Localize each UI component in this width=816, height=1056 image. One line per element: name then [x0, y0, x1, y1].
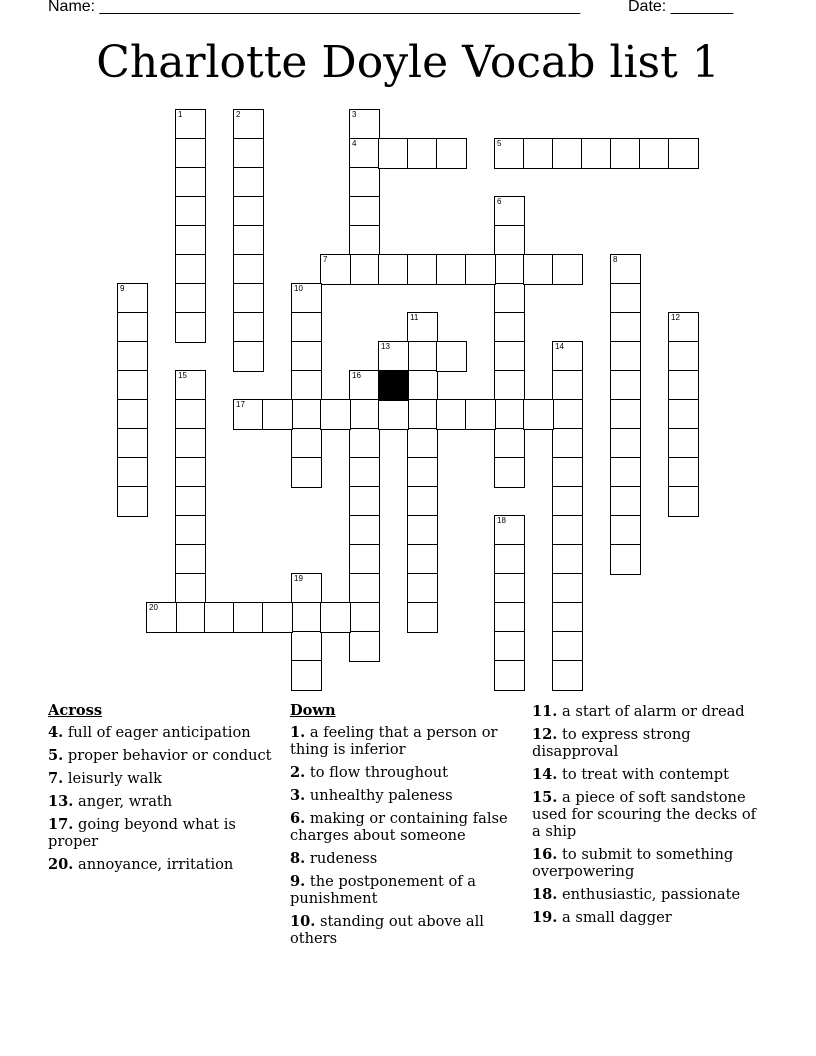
grid-cell[interactable]	[320, 602, 351, 633]
grid-cell[interactable]	[349, 225, 380, 256]
grid-cell[interactable]	[407, 138, 438, 169]
grid-cell[interactable]	[668, 399, 699, 430]
grid-cell[interactable]	[349, 167, 380, 198]
clue	[290, 787, 522, 804]
grid-cell[interactable]	[349, 370, 380, 401]
clue-number: 15	[178, 371, 187, 380]
grid-cell[interactable]	[204, 602, 235, 633]
clue-number: 16.	[532, 846, 558, 863]
down-heading: Down	[290, 702, 336, 719]
clue-number: 1.	[290, 724, 306, 741]
clue-number: 10	[294, 284, 303, 293]
clue-text: enthusiastic, passionate	[562, 886, 741, 903]
grid-cell[interactable]	[668, 370, 699, 401]
clue-number: 14.	[532, 766, 558, 783]
grid-cell[interactable]	[407, 602, 438, 633]
grid-cell[interactable]	[407, 428, 438, 459]
grid-cell[interactable]	[407, 254, 438, 285]
grid-cell[interactable]	[291, 283, 322, 314]
across-heading: Across	[48, 702, 103, 719]
clue	[532, 726, 767, 760]
clue-text: a piece of soft sandstone used for scouring the decks of a ship	[532, 789, 757, 840]
clue	[290, 810, 522, 844]
clue-number: 9	[120, 284, 125, 293]
grid-cell[interactable]	[494, 602, 525, 633]
grid-cell[interactable]	[407, 399, 438, 430]
clue-text: standing out above all others	[290, 913, 484, 947]
grid-cell[interactable]	[407, 486, 438, 517]
clue	[290, 913, 522, 947]
clue-text: to submit to something overpowering	[532, 846, 734, 880]
clue-number: 9.	[290, 873, 306, 890]
grid-cell[interactable]	[494, 515, 525, 546]
clue-text: proper behavior or conduct	[67, 747, 272, 764]
clue-number: 12.	[532, 726, 558, 743]
grid-cell[interactable]	[407, 457, 438, 488]
grid-cell[interactable]	[349, 254, 380, 285]
grid-cell[interactable]	[494, 457, 525, 488]
grid-cell[interactable]	[668, 457, 699, 488]
grid-cell[interactable]	[523, 138, 554, 169]
grid-cell[interactable]	[378, 341, 409, 372]
grid-cell[interactable]	[291, 573, 322, 604]
grid-cell[interactable]	[233, 167, 264, 198]
grid-cell[interactable]	[552, 515, 583, 546]
clue-number: 18	[497, 516, 506, 525]
grid-cell[interactable]	[349, 573, 380, 604]
grid-cell[interactable]	[349, 515, 380, 546]
grid-cell[interactable]	[175, 399, 206, 430]
grid-cell[interactable]	[436, 138, 467, 169]
name-field-label: Name: ______________________________________________________	[48, 0, 581, 15]
clue-number: 8.	[290, 850, 306, 867]
grid-cell[interactable]	[320, 399, 351, 430]
grid-cell[interactable]	[262, 399, 293, 430]
grid-cell[interactable]	[552, 341, 583, 372]
clue	[48, 793, 273, 810]
grid-cell[interactable]	[494, 573, 525, 604]
grid-cell[interactable]	[291, 312, 322, 343]
clue-number: 5	[497, 139, 502, 148]
grid-cell[interactable]	[494, 631, 525, 662]
clue	[48, 856, 273, 873]
clue-number: 17	[236, 400, 245, 409]
grid-cell[interactable]	[436, 399, 467, 430]
clue	[48, 747, 273, 764]
grid-cell[interactable]	[610, 457, 641, 488]
grid-cell[interactable]	[494, 138, 525, 169]
grid-cell[interactable]	[494, 370, 525, 401]
grid-cell[interactable]	[233, 399, 264, 430]
grid-cell[interactable]	[233, 602, 264, 633]
grid-cell[interactable]	[552, 544, 583, 575]
grid-cell[interactable]	[407, 312, 438, 343]
clue-number: 19	[294, 574, 303, 583]
clue-text: a small dagger	[562, 909, 672, 926]
clue-text: to express strong disapproval	[532, 726, 691, 760]
clue-number: 13	[381, 342, 390, 351]
grid-cell[interactable]	[175, 428, 206, 459]
grid-cell[interactable]	[378, 399, 409, 430]
clue-number: 11	[410, 313, 419, 322]
clue-number: 6	[497, 197, 502, 206]
clue	[532, 886, 767, 903]
down-clue-list	[290, 724, 522, 947]
grid-cell[interactable]	[494, 399, 525, 430]
grid-cell[interactable]	[233, 138, 264, 169]
grid-cell[interactable]	[117, 457, 148, 488]
clue-number: 14	[555, 342, 564, 351]
grid-cell[interactable]	[378, 254, 409, 285]
grid-cell[interactable]	[610, 312, 641, 343]
clue	[532, 846, 767, 880]
grid-cell[interactable]	[465, 399, 496, 430]
grid-cell[interactable]	[494, 312, 525, 343]
clue-text: the postponement of a punishment	[290, 873, 476, 907]
clue-number: 7.	[48, 770, 64, 787]
clue-text: anger, wrath	[78, 793, 173, 810]
grid-cell[interactable]	[610, 544, 641, 575]
grid-cell[interactable]	[175, 167, 206, 198]
blocked-cell	[378, 370, 409, 401]
grid-cell[interactable]	[233, 312, 264, 343]
clue-text: making or containing false charges about someone	[290, 810, 508, 844]
grid-cell[interactable]	[117, 341, 148, 372]
grid-cell[interactable]	[610, 399, 641, 430]
clue-number: 19.	[532, 909, 558, 926]
clue	[290, 724, 522, 758]
clue-text: full of eager anticipation	[67, 724, 251, 741]
grid-cell[interactable]	[233, 109, 264, 140]
date-field-label: Date: _______	[628, 0, 733, 15]
grid-cell[interactable]	[117, 283, 148, 314]
grid-cell[interactable]	[407, 573, 438, 604]
grid-cell[interactable]	[494, 254, 525, 285]
grid-cell[interactable]	[668, 341, 699, 372]
clue-number: 1	[178, 110, 183, 119]
grid-cell[interactable]	[291, 428, 322, 459]
grid-cell[interactable]	[407, 544, 438, 575]
grid-cell[interactable]	[494, 196, 525, 227]
grid-cell[interactable]	[349, 544, 380, 575]
grid-cell[interactable]	[349, 602, 380, 633]
across-clue-list	[48, 724, 273, 873]
clue-text: going beyond what is proper	[48, 816, 236, 850]
grid-cell[interactable]	[436, 254, 467, 285]
grid-cell[interactable]	[610, 515, 641, 546]
grid-cell[interactable]	[552, 631, 583, 662]
grid-cell[interactable]	[291, 602, 322, 633]
clue-text: to treat with contempt	[562, 766, 729, 783]
grid-cell[interactable]	[233, 254, 264, 285]
clue-number: 4	[352, 139, 357, 148]
grid-cell[interactable]	[349, 109, 380, 140]
grid-cell[interactable]	[233, 283, 264, 314]
grid-cell[interactable]	[349, 486, 380, 517]
grid-cell[interactable]	[610, 370, 641, 401]
grid-cell[interactable]	[610, 341, 641, 372]
grid-cell[interactable]	[552, 138, 583, 169]
grid-cell[interactable]	[610, 486, 641, 517]
grid-cell[interactable]	[175, 312, 206, 343]
grid-cell[interactable]	[349, 428, 380, 459]
clue-text: a feeling that a person or thing is inferior	[290, 724, 498, 758]
clue-number: 4.	[48, 724, 64, 741]
grid-cell[interactable]	[175, 457, 206, 488]
clue-number: 7	[323, 255, 328, 264]
grid-cell[interactable]	[639, 138, 670, 169]
clue	[290, 850, 522, 867]
clue-number: 13.	[48, 793, 74, 810]
grid-cell[interactable]	[175, 370, 206, 401]
grid-cell[interactable]	[291, 399, 322, 430]
clue	[290, 873, 522, 907]
grid-cell[interactable]	[175, 109, 206, 140]
down-clues-column-1	[290, 702, 522, 953]
grid-cell[interactable]	[668, 428, 699, 459]
grid-cell[interactable]	[552, 486, 583, 517]
grid-cell[interactable]	[175, 225, 206, 256]
clue-text: rudeness	[309, 850, 378, 867]
grid-cell[interactable]	[349, 196, 380, 227]
grid-cell[interactable]	[146, 602, 177, 633]
grid-cell[interactable]	[175, 602, 206, 633]
grid-cell[interactable]	[494, 283, 525, 314]
clue-number: 11.	[532, 703, 558, 720]
clue-number: 17.	[48, 816, 74, 833]
grid-cell[interactable]	[668, 486, 699, 517]
down-clues-column-2	[532, 703, 767, 932]
grid-cell[interactable]	[610, 138, 641, 169]
grid-cell[interactable]	[494, 660, 525, 691]
grid-cell[interactable]	[610, 254, 641, 285]
grid-cell[interactable]	[175, 573, 206, 604]
grid-cell[interactable]	[175, 515, 206, 546]
grid-cell[interactable]	[117, 428, 148, 459]
clue-text: annoyance, irritation	[78, 856, 234, 873]
grid-cell[interactable]	[407, 341, 438, 372]
grid-cell[interactable]	[407, 370, 438, 401]
grid-cell[interactable]	[117, 370, 148, 401]
clue	[532, 909, 767, 926]
grid-cell[interactable]	[552, 660, 583, 691]
grid-cell[interactable]	[175, 196, 206, 227]
grid-cell[interactable]	[523, 254, 554, 285]
grid-cell[interactable]	[349, 138, 380, 169]
clue-text: a start of alarm or dread	[562, 703, 745, 720]
clue-number: 2	[236, 110, 241, 119]
clue-number: 8	[613, 255, 618, 264]
clue-number: 16	[352, 371, 361, 380]
grid-cell[interactable]	[494, 428, 525, 459]
down-clue-list-continued	[532, 703, 767, 926]
grid-cell[interactable]	[668, 312, 699, 343]
grid-cell[interactable]	[523, 399, 554, 430]
grid-cell[interactable]	[349, 399, 380, 430]
grid-cell[interactable]	[436, 341, 467, 372]
grid-cell[interactable]	[291, 341, 322, 372]
clue-number: 5.	[48, 747, 64, 764]
grid-cell[interactable]	[349, 631, 380, 662]
grid-cell[interactable]	[552, 254, 583, 285]
clue	[532, 703, 767, 720]
clue-number: 10.	[290, 913, 316, 930]
grid-cell[interactable]	[552, 428, 583, 459]
clue-number: 6.	[290, 810, 306, 827]
grid-cell[interactable]	[262, 602, 293, 633]
grid-cell[interactable]	[233, 225, 264, 256]
clue-number: 15.	[532, 789, 558, 806]
grid-cell[interactable]	[320, 254, 351, 285]
clue	[290, 764, 522, 781]
grid-cell[interactable]	[233, 196, 264, 227]
clue-number: 12	[671, 313, 680, 322]
clue-text: to flow throughout	[309, 764, 449, 781]
grid-cell[interactable]	[117, 486, 148, 517]
grid-cell[interactable]	[581, 138, 612, 169]
grid-cell[interactable]	[291, 631, 322, 662]
grid-cell[interactable]	[407, 515, 438, 546]
grid-cell[interactable]	[291, 660, 322, 691]
clue	[48, 724, 273, 741]
grid-cell[interactable]	[175, 254, 206, 285]
clue	[532, 766, 767, 783]
grid-cell[interactable]	[117, 399, 148, 430]
grid-cell[interactable]	[494, 225, 525, 256]
grid-cell[interactable]	[465, 254, 496, 285]
clue-number: 3	[352, 110, 357, 119]
grid-cell[interactable]	[117, 312, 148, 343]
clue-text: unhealthy paleness	[309, 787, 453, 804]
clue	[48, 770, 273, 787]
grid-cell[interactable]	[378, 138, 409, 169]
across-clues-column	[48, 702, 273, 879]
grid-cell[interactable]	[175, 544, 206, 575]
grid-cell[interactable]	[175, 138, 206, 169]
clue	[48, 816, 273, 850]
clue-number: 2.	[290, 764, 306, 781]
grid-cell[interactable]	[175, 486, 206, 517]
page-title: Charlotte Doyle Vocab list 1	[96, 37, 720, 88]
clue-number: 3.	[290, 787, 306, 804]
clue	[532, 789, 767, 840]
grid-cell[interactable]	[552, 370, 583, 401]
clue-number: 20.	[48, 856, 74, 873]
grid-cell[interactable]	[552, 573, 583, 604]
grid-cell[interactable]	[552, 399, 583, 430]
grid-cell[interactable]	[233, 341, 264, 372]
grid-cell[interactable]	[494, 341, 525, 372]
clue-number: 20	[149, 603, 158, 612]
grid-cell[interactable]	[175, 283, 206, 314]
grid-cell[interactable]	[668, 138, 699, 169]
grid-cell[interactable]	[552, 457, 583, 488]
grid-cell[interactable]	[610, 283, 641, 314]
grid-cell[interactable]	[291, 370, 322, 401]
grid-cell[interactable]	[291, 457, 322, 488]
grid-cell[interactable]	[610, 428, 641, 459]
grid-cell[interactable]	[552, 602, 583, 633]
grid-cell[interactable]	[494, 544, 525, 575]
clue-number: 18.	[532, 886, 558, 903]
grid-cell[interactable]	[349, 457, 380, 488]
clue-text: leisurly walk	[67, 770, 162, 787]
